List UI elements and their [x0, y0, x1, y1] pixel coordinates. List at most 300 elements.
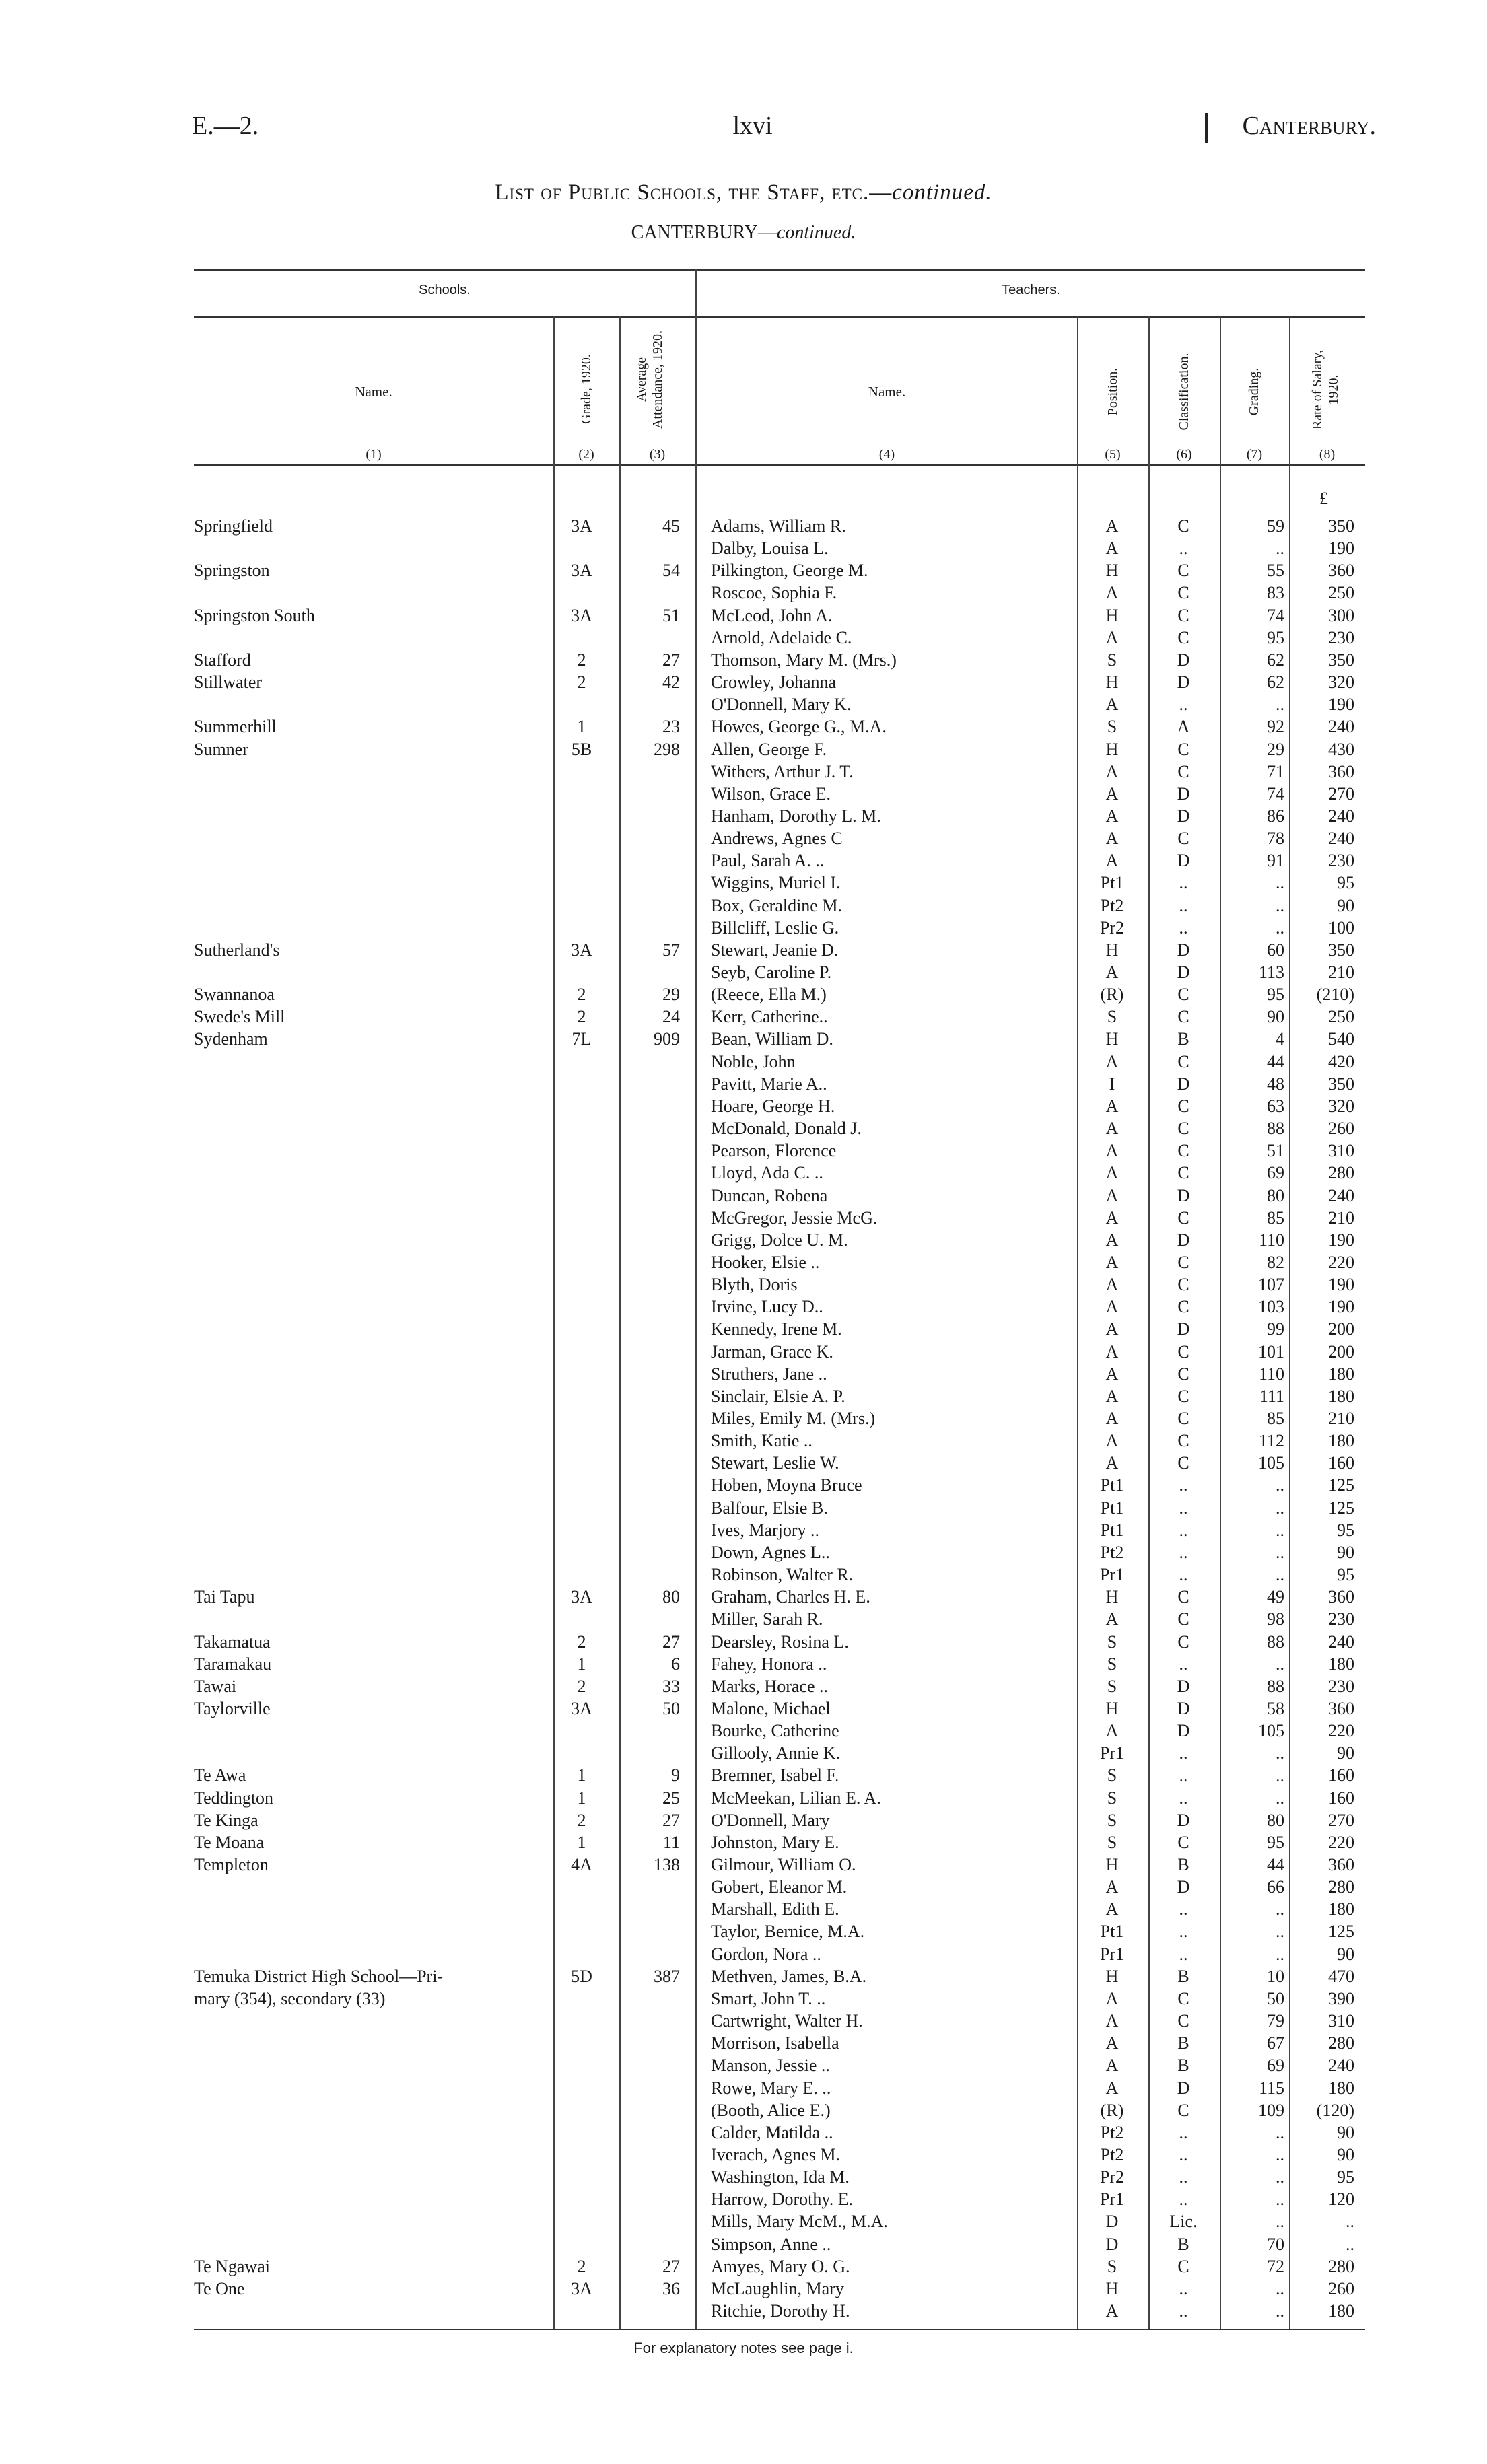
- grading-cell: 4: [1276, 1029, 1284, 1049]
- salary-cell: 95: [1337, 873, 1354, 892]
- position-cell: S: [1107, 1654, 1117, 1674]
- position-cell: A: [1105, 1386, 1119, 1406]
- colnum-7: (7): [1246, 447, 1263, 462]
- grading-cell: 63: [1267, 1096, 1284, 1116]
- grade-cell: 3A: [571, 606, 592, 625]
- classification-cell: ..: [1179, 873, 1188, 892]
- grading-cell: 50: [1267, 1989, 1284, 2008]
- position-cell: A: [1105, 1141, 1119, 1160]
- salary-cell: 180: [1328, 2078, 1354, 2098]
- grading-cell: 74: [1267, 784, 1284, 804]
- subtitle-main: CANTERBURY—: [631, 222, 777, 243]
- salary-cell: 190: [1328, 1297, 1354, 1316]
- position-cell: D: [1105, 2212, 1119, 2231]
- position-cell: Pr1: [1099, 1944, 1125, 1964]
- school-name-cell: Sydenham: [194, 1029, 268, 1049]
- classification-cell: C: [1177, 762, 1189, 781]
- salary-cell: 160: [1328, 1788, 1354, 1808]
- grading-cell: ..: [1276, 1922, 1284, 1941]
- classification-cell: B: [1177, 2055, 1189, 2075]
- teacher-name-cell: Blyth, Doris: [711, 1275, 798, 1294]
- salary-cell: 95: [1337, 1565, 1354, 1584]
- position-cell: A: [1105, 1253, 1119, 1272]
- salary-cell: 95: [1337, 2167, 1354, 2187]
- grading-cell: 72: [1267, 2257, 1284, 2276]
- teacher-name-cell: Robinson, Walter R.: [711, 1565, 854, 1584]
- classification-cell: C: [1177, 1208, 1189, 1228]
- salary-cell: 280: [1328, 1877, 1354, 1897]
- classification-cell: D: [1177, 1877, 1190, 1897]
- grading-cell: 88: [1267, 1119, 1284, 1138]
- classification-cell: ..: [1179, 1543, 1188, 1562]
- grade-cell: 3A: [571, 2279, 592, 2298]
- position-cell: Pt1: [1100, 1475, 1124, 1495]
- grading-cell: ..: [1276, 1944, 1284, 1964]
- salary-cell: 540: [1328, 1029, 1354, 1049]
- attendance-cell: 42: [662, 672, 680, 692]
- school-name-cell: Springston South: [194, 606, 315, 625]
- salary-cell: 260: [1328, 1119, 1354, 1138]
- teacher-name-cell: Andrews, Agnes C: [711, 829, 843, 848]
- salary-cell: 430: [1328, 740, 1354, 759]
- grading-cell: ..: [1276, 1899, 1284, 1919]
- classification-cell: D: [1177, 1677, 1190, 1696]
- grading-cell: 107: [1258, 1275, 1284, 1294]
- classification-cell: D: [1177, 650, 1190, 670]
- teacher-name-cell: Calder, Matilda ..: [711, 2123, 833, 2142]
- position-cell: S: [1107, 1788, 1117, 1808]
- teacher-name-cell: Ritchie, Dorothy H.: [711, 2301, 850, 2321]
- grading-cell: 98: [1267, 1609, 1284, 1629]
- classification-cell: C: [1177, 1007, 1189, 1026]
- position-cell: A: [1105, 1721, 1119, 1740]
- classification-cell: ..: [1179, 695, 1188, 714]
- salary-cell: 230: [1328, 1609, 1354, 1629]
- position-cell: H: [1105, 740, 1119, 759]
- attendance-cell: 909: [654, 1029, 680, 1049]
- position-cell: (R): [1100, 2101, 1124, 2120]
- school-name-cell: Te Moana: [194, 1833, 265, 1852]
- grading-cell: 69: [1267, 1163, 1284, 1183]
- position-cell: Pt1: [1100, 1922, 1124, 1941]
- school-name-header: Name.: [355, 384, 392, 400]
- school-name-cell: Springfield: [194, 516, 273, 536]
- grading-cell: 112: [1258, 1431, 1284, 1450]
- position-cell: A: [1105, 851, 1119, 870]
- attendance-cell: 138: [654, 1855, 680, 1874]
- grading-cell: ..: [1276, 2167, 1284, 2187]
- salary-cell: 240: [1328, 829, 1354, 848]
- colnum-6: (6): [1176, 447, 1192, 462]
- salary-cell: 160: [1328, 1453, 1354, 1473]
- school-name-cell: Sutherland's: [194, 940, 280, 960]
- grading-cell: 86: [1267, 806, 1284, 826]
- title-continued: continued.: [892, 180, 992, 205]
- position-cell: H: [1105, 606, 1119, 625]
- salary-cell: 220: [1328, 1253, 1354, 1272]
- position-cell: A: [1105, 1989, 1119, 2008]
- classification-cell: B: [1177, 1855, 1189, 1874]
- salary-cell: 240: [1328, 717, 1354, 736]
- classification-header: Classification.: [1177, 353, 1191, 431]
- school-name-cell: Stillwater: [194, 672, 263, 692]
- teacher-name-cell: (Reece, Ella M.): [711, 985, 827, 1004]
- classification-cell: B: [1177, 1967, 1189, 1986]
- salary-cell: 190: [1328, 1230, 1354, 1250]
- salary-cell: 190: [1328, 1275, 1354, 1294]
- teacher-name-cell: Graham, Charles H. E.: [711, 1587, 870, 1607]
- classification-cell: D: [1177, 1230, 1190, 1250]
- teacher-name-cell: Malone, Michael: [711, 1699, 831, 1718]
- salary-cell: 350: [1328, 940, 1354, 960]
- grading-cell: 113: [1258, 962, 1284, 982]
- grading-cell: 44: [1267, 1052, 1284, 1071]
- salary-cell: 220: [1328, 1721, 1354, 1740]
- position-cell: A: [1105, 1342, 1119, 1362]
- colnum-4: (4): [878, 447, 895, 462]
- currency-symbol: £: [1319, 489, 1328, 508]
- school-name-cell: Te Kinga: [194, 1810, 258, 1830]
- teacher-name-cell: Pavitt, Marie A..: [711, 1074, 827, 1094]
- grade-cell: 2: [577, 1810, 586, 1830]
- teachers-group-header: Teachers.: [1002, 283, 1060, 297]
- salary-cell: 125: [1328, 1475, 1354, 1495]
- teacher-name-cell: Mills, Mary McM., M.A.: [711, 2212, 888, 2231]
- teacher-name-cell: Bremner, Isabel F.: [711, 1765, 839, 1785]
- grading-cell: 48: [1267, 1074, 1284, 1094]
- classification-cell: C: [1177, 1119, 1189, 1138]
- position-cell: A: [1105, 1119, 1119, 1138]
- position-cell: Pr1: [1099, 1565, 1125, 1584]
- classification-cell: C: [1177, 1253, 1189, 1272]
- position-cell: H: [1105, 2279, 1119, 2298]
- footer-note: For explanatory notes see page i.: [633, 2339, 854, 2356]
- grade-cell: 2: [577, 650, 586, 670]
- salary-cell: 125: [1328, 1922, 1354, 1941]
- grade-cell: 3A: [571, 1587, 592, 1607]
- salary-cell: 350: [1328, 1074, 1354, 1094]
- teacher-name-cell: Arnold, Adelaide C.: [711, 628, 852, 647]
- classification-cell: D: [1177, 1699, 1190, 1718]
- attendance-cell: 27: [662, 650, 680, 670]
- position-cell: H: [1105, 672, 1119, 692]
- grade-cell: 2: [577, 672, 586, 692]
- grading-cell: ..: [1276, 1543, 1284, 1562]
- position-cell: A: [1105, 2078, 1119, 2098]
- position-cell: A: [1105, 1431, 1119, 1450]
- grading-cell: ..: [1276, 695, 1284, 714]
- teacher-name-cell: Grigg, Dolce U. M.: [711, 1230, 848, 1250]
- position-cell: S: [1107, 1833, 1117, 1852]
- teacher-name-cell: Fahey, Honora ..: [711, 1654, 827, 1674]
- colnum-1: (1): [366, 447, 382, 462]
- classification-cell: ..: [1179, 1899, 1188, 1919]
- grading-cell: 115: [1258, 2078, 1284, 2098]
- school-name-cell: mary (354), secondary (33): [194, 1989, 386, 2008]
- position-cell: A: [1105, 806, 1119, 826]
- grading-cell: ..: [1276, 873, 1284, 892]
- teacher-name-cell: Stewart, Leslie W.: [711, 1453, 839, 1473]
- grade-cell: 4A: [571, 1855, 592, 1874]
- teacher-name-cell: Bourke, Catherine: [711, 1721, 839, 1740]
- teacher-name-cell: Morrison, Isabella: [711, 2033, 839, 2053]
- salary-cell: 120: [1328, 2189, 1354, 2209]
- page-number: lxvi: [732, 112, 773, 140]
- position-cell: A: [1105, 538, 1119, 558]
- teacher-name-cell: Washington, Ida M.: [711, 2167, 850, 2187]
- classification-cell: ..: [1179, 2279, 1188, 2298]
- position-cell: Pt1: [1100, 1520, 1124, 1540]
- subtitle-continued: continued.: [776, 222, 856, 243]
- grade-cell: 1: [577, 1788, 586, 1808]
- teacher-name-cell: Wiggins, Muriel I.: [711, 873, 841, 892]
- teacher-name-cell: Rowe, Mary E. ..: [711, 2078, 831, 2098]
- salary-cell: 360: [1328, 561, 1354, 580]
- grading-cell: 55: [1267, 561, 1284, 580]
- attendance-header: Average Attendance, 1920.: [634, 330, 665, 429]
- teacher-name-cell: O'Donnell, Mary: [711, 1810, 830, 1830]
- teacher-name-cell: Gillooly, Annie K.: [711, 1743, 840, 1763]
- attendance-cell: 298: [654, 740, 680, 759]
- teacher-name-cell: McLeod, John A.: [711, 606, 833, 625]
- grading-cell: 59: [1267, 516, 1284, 536]
- classification-cell: C: [1177, 583, 1189, 602]
- teacher-name-cell: Allen, George F.: [711, 740, 827, 759]
- salary-cell: 160: [1328, 1765, 1354, 1785]
- grading-cell: 90: [1267, 1007, 1284, 1026]
- grading-cell: 83: [1267, 583, 1284, 602]
- classification-cell: C: [1177, 1431, 1189, 1450]
- salary-cell: 240: [1328, 1186, 1354, 1205]
- classification-cell: C: [1177, 606, 1189, 625]
- position-cell: A: [1105, 516, 1119, 536]
- attendance-cell: 27: [662, 1810, 680, 1830]
- salary-cell: 250: [1328, 583, 1354, 602]
- teacher-name-cell: Sinclair, Elsie A. P.: [711, 1386, 845, 1406]
- classification-cell: A: [1177, 717, 1190, 736]
- classification-cell: ..: [1179, 2189, 1188, 2209]
- grading-cell: 101: [1258, 1342, 1284, 1362]
- school-name-cell: Springston: [194, 561, 270, 580]
- salary-cell: 320: [1328, 1096, 1354, 1116]
- school-name-cell: Tai Tapu: [194, 1587, 255, 1607]
- classification-cell: C: [1177, 1833, 1189, 1852]
- classification-cell: ..: [1179, 1475, 1188, 1495]
- position-cell: A: [1105, 1052, 1119, 1071]
- grade-cell: 2: [577, 1007, 586, 1026]
- title-main: List of Public Schools, the Staff, etc.—: [495, 180, 893, 205]
- attendance-cell: 6: [671, 1654, 680, 1674]
- teacher-name-cell: Hooker, Elsie ..: [711, 1253, 820, 1272]
- salary-cell: 200: [1328, 1319, 1354, 1339]
- grading-header: Grading.: [1247, 367, 1261, 416]
- school-name-cell: Stafford: [194, 650, 251, 670]
- classification-cell: C: [1177, 1342, 1189, 1362]
- salary-cell: 230: [1328, 851, 1354, 870]
- teacher-name-cell: Iverach, Agnes M.: [711, 2145, 841, 2164]
- classification-cell: D: [1177, 1186, 1190, 1205]
- position-cell: A: [1105, 1230, 1119, 1250]
- position-cell: H: [1105, 1855, 1119, 1874]
- classification-cell: C: [1177, 1409, 1189, 1428]
- teacher-name-header: Name.: [868, 384, 906, 400]
- grading-cell: 92: [1267, 717, 1284, 736]
- grading-cell: 95: [1267, 628, 1284, 647]
- classification-cell: ..: [1179, 1765, 1188, 1785]
- grading-cell: 103: [1258, 1297, 1284, 1316]
- classification-cell: C: [1177, 1453, 1189, 1473]
- grading-cell: ..: [1276, 1788, 1284, 1808]
- teacher-name-cell: McMeekan, Lilian E. A.: [711, 1788, 881, 1808]
- school-name-cell: Swede's Mill: [194, 1007, 285, 1026]
- school-name-cell: Takamatua: [194, 1632, 271, 1652]
- position-cell: Pt2: [1100, 1543, 1124, 1562]
- teacher-name-cell: Ives, Marjory ..: [711, 1520, 820, 1540]
- teacher-name-cell: Dearsley, Rosina L.: [711, 1632, 849, 1652]
- teacher-name-cell: Pearson, Florence: [711, 1141, 837, 1160]
- salary-cell: 230: [1328, 1677, 1354, 1696]
- classification-cell: C: [1177, 2101, 1189, 2120]
- salary-cell: 100: [1328, 918, 1354, 938]
- salary-cell: 180: [1328, 1654, 1354, 1674]
- teacher-name-cell: Billcliff, Leslie G.: [711, 918, 839, 938]
- position-cell: S: [1107, 1632, 1117, 1652]
- teacher-name-cell: Gordon, Nora ..: [711, 1944, 821, 1964]
- grading-cell: 62: [1267, 650, 1284, 670]
- classification-cell: D: [1177, 1721, 1190, 1740]
- classification-cell: C: [1177, 1609, 1189, 1629]
- teacher-name-cell: Noble, John: [711, 1052, 796, 1071]
- teacher-name-cell: Howes, George G., M.A.: [711, 717, 887, 736]
- position-cell: H: [1105, 561, 1119, 580]
- teacher-name-cell: Methven, James, B.A.: [711, 1967, 867, 1986]
- grading-cell: ..: [1276, 2279, 1284, 2298]
- grade-cell: 1: [577, 1654, 586, 1674]
- school-name-cell: Taylorville: [194, 1699, 271, 1718]
- grading-cell: ..: [1276, 1565, 1284, 1584]
- teacher-name-cell: Adams, William R.: [711, 516, 846, 536]
- teacher-name-cell: Smart, John T. ..: [711, 1989, 826, 2008]
- position-cell: Pr2: [1099, 918, 1125, 938]
- grading-cell: ..: [1276, 1475, 1284, 1495]
- classification-cell: C: [1177, 1096, 1189, 1116]
- position-cell: S: [1107, 1810, 1117, 1830]
- school-name-cell: Temuka District High School—Pri-: [194, 1967, 444, 1986]
- teacher-name-cell: Miles, Emily M. (Mrs.): [711, 1409, 876, 1428]
- grade-cell: 3A: [571, 1699, 592, 1718]
- classification-cell: D: [1177, 1074, 1190, 1094]
- position-cell: A: [1105, 2033, 1119, 2053]
- school-name-cell: Te One: [194, 2279, 245, 2298]
- attendance-cell: 33: [662, 1677, 680, 1696]
- classification-cell: ..: [1179, 2123, 1188, 2142]
- attendance-cell: 51: [662, 606, 680, 625]
- classification-cell: C: [1177, 1386, 1189, 1406]
- grading-cell: 82: [1267, 1253, 1284, 1272]
- teacher-name-cell: McGregor, Jessie McG.: [711, 1208, 878, 1228]
- grading-cell: 49: [1267, 1587, 1284, 1607]
- salary-cell: 210: [1328, 1409, 1354, 1428]
- position-cell: D: [1105, 2234, 1119, 2254]
- position-cell: A: [1105, 2055, 1119, 2075]
- position-cell: A: [1105, 1453, 1119, 1473]
- salary-cell: 350: [1328, 516, 1354, 536]
- grading-cell: 60: [1267, 940, 1284, 960]
- position-cell: A: [1105, 2301, 1119, 2321]
- grade-cell: 1: [577, 717, 586, 736]
- colnum-3: (3): [649, 447, 666, 462]
- position-cell: Pt1: [1100, 873, 1124, 892]
- grading-cell: 62: [1267, 672, 1284, 692]
- salary-cell: 95: [1337, 1520, 1354, 1540]
- school-name-cell: Templeton: [194, 1855, 269, 1874]
- position-cell: A: [1105, 2011, 1119, 2031]
- teacher-name-cell: Lloyd, Ada C. ..: [711, 1163, 823, 1183]
- position-cell: I: [1109, 1074, 1115, 1094]
- salary-cell: 180: [1328, 1364, 1354, 1384]
- salary-cell: (120): [1316, 2101, 1354, 2120]
- salary-cell: 125: [1328, 1498, 1354, 1518]
- classification-cell: D: [1177, 851, 1190, 870]
- teacher-name-cell: Crowley, Johanna: [711, 672, 837, 692]
- school-name-cell: Taramakau: [194, 1654, 272, 1674]
- salary-cell: 280: [1328, 2033, 1354, 2053]
- classification-cell: D: [1177, 940, 1190, 960]
- classification-cell: C: [1177, 1989, 1189, 2008]
- grading-cell: 111: [1259, 1386, 1284, 1406]
- attendance-cell: 11: [662, 1833, 680, 1852]
- grading-cell: ..: [1276, 918, 1284, 938]
- position-cell: A: [1105, 1096, 1119, 1116]
- classification-cell: B: [1177, 2033, 1189, 2053]
- colnum-2: (2): [578, 447, 594, 462]
- classification-cell: C: [1177, 740, 1189, 759]
- grading-cell: ..: [1276, 2145, 1284, 2164]
- grade-cell: 3A: [571, 940, 592, 960]
- grading-cell: 88: [1267, 1677, 1284, 1696]
- schools-group-header: Schools.: [419, 283, 471, 297]
- salary-cell: 90: [1337, 2123, 1354, 2142]
- classification-cell: Lic.: [1169, 2212, 1198, 2231]
- salary-cell: 320: [1328, 672, 1354, 692]
- classification-cell: C: [1177, 1632, 1189, 1652]
- grading-cell: 80: [1267, 1186, 1284, 1205]
- grade-cell: 5B: [571, 740, 592, 759]
- salary-cell: 90: [1337, 2145, 1354, 2164]
- grading-cell: ..: [1276, 2189, 1284, 2209]
- teacher-name-cell: Kennedy, Irene M.: [711, 1319, 842, 1339]
- salary-cell: 240: [1328, 1632, 1354, 1652]
- teacher-name-cell: Harrow, Dorothy. E.: [711, 2189, 854, 2209]
- position-cell: H: [1105, 940, 1119, 960]
- grading-cell: 105: [1258, 1453, 1284, 1473]
- salary-cell: ..: [1346, 2234, 1354, 2254]
- position-cell: A: [1105, 762, 1119, 781]
- salary-cell: 420: [1328, 1052, 1354, 1071]
- position-cell: S: [1107, 1007, 1117, 1026]
- position-cell: H: [1105, 1967, 1119, 1986]
- teacher-name-cell: Dalby, Louisa L.: [711, 538, 829, 558]
- position-cell: A: [1105, 1409, 1119, 1428]
- position-cell: Pt2: [1100, 896, 1124, 915]
- position-cell: S: [1107, 1765, 1117, 1785]
- salary-cell: 250: [1328, 1007, 1354, 1026]
- grade-cell: 3A: [571, 516, 592, 536]
- teacher-name-cell: Balfour, Elsie B.: [711, 1498, 828, 1518]
- salary-cell: 360: [1328, 762, 1354, 781]
- classification-cell: ..: [1179, 2145, 1188, 2164]
- salary-cell: 190: [1328, 695, 1354, 714]
